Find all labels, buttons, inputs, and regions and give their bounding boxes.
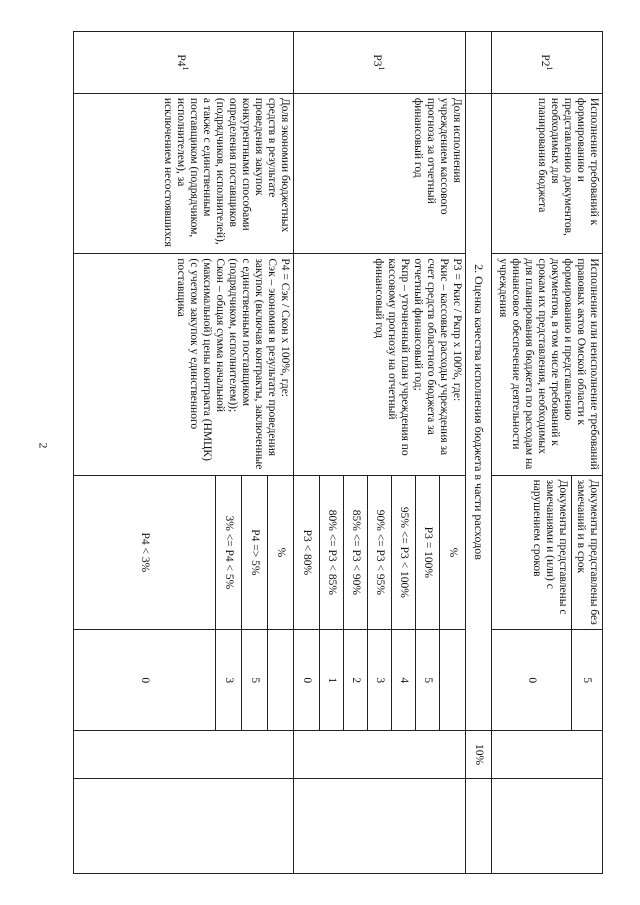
criterion-score: 5 bbox=[242, 630, 268, 731]
criterion-score: 1 bbox=[320, 630, 344, 731]
score-empty-cell bbox=[268, 630, 294, 731]
criterion-text: 85% <= Р3 < 90% bbox=[344, 475, 368, 630]
criterion-text: 80% <= Р3 < 85% bbox=[320, 475, 344, 630]
criterion-text: Р4 => 5% bbox=[242, 475, 268, 630]
table-row bbox=[440, 32, 466, 874]
criterion-score: 0 bbox=[294, 630, 320, 731]
criterion-text: Документы представлены с замечаниями и (или) с нарушением сроков bbox=[492, 475, 572, 630]
indicator-code: $Р3^1$ bbox=[294, 32, 466, 94]
criterion-text: 95% <= Р3 < 100% bbox=[392, 475, 416, 630]
indicator-name: Исполнение требований к формированию и представлению документов, необходимых для планирования бюджета bbox=[492, 93, 603, 254]
table-row bbox=[572, 32, 603, 874]
indicator-formula bbox=[294, 254, 466, 475]
criterion-text: Р4 < 3% bbox=[74, 475, 216, 630]
criterion-score: 0 bbox=[74, 630, 216, 731]
weight-cell bbox=[294, 731, 466, 779]
criterion-score: 2 bbox=[344, 630, 368, 731]
weight-cell bbox=[74, 731, 294, 779]
extra-cell bbox=[492, 778, 603, 873]
indicator-formula bbox=[74, 254, 294, 475]
unit-cell: % bbox=[440, 475, 466, 630]
formula-line: Скон – общая сумма начальной (максимальной) цены контракта (НМЦК) (с учетом закупок у единственного поставщика bbox=[175, 258, 226, 461]
indicator-name: Доля исполнения учреждением кассового прогноза за отчетный финансовый год bbox=[294, 93, 466, 254]
formula-line: Р4 = Сэк / Скон х 100%, где: bbox=[279, 258, 291, 397]
indicator-name: Доля экономии бюджетных средств в результате проведения закупок конкурентными способами определения поставщиков (подрядчиков, исполнителей), а также с единственным поставщиком (подрядчиком, исполнителем), за исключением несостоявшихся bbox=[74, 93, 294, 254]
extra-cell bbox=[294, 778, 466, 873]
criterion-text: Р3 < 80% bbox=[294, 475, 320, 630]
table-row bbox=[268, 32, 294, 874]
criterion-score: 0 bbox=[492, 630, 572, 731]
score-empty-cell bbox=[440, 630, 466, 731]
section-weight: 10% bbox=[466, 731, 492, 779]
indicator-code: $Р4^1$ bbox=[74, 32, 294, 94]
formula-line: Сэк – экономия в результате проведения закупок (включая контракты, заключенные с единственным поставщиком (подрядчиком, исполнителем)); bbox=[227, 258, 278, 470]
section-title: 2. Оценка качества исполнения бюджета в части расходов bbox=[466, 93, 492, 730]
criterion-score: 3 bbox=[368, 630, 392, 731]
rotated-table-page bbox=[73, 31, 603, 874]
evaluation-table bbox=[73, 31, 603, 874]
section-extra-cell bbox=[466, 778, 492, 873]
page-number: 2 bbox=[36, 442, 51, 449]
section-row bbox=[466, 32, 492, 874]
weight-cell bbox=[492, 731, 603, 779]
criterion-text: Документы представлены без замечаний и в срок bbox=[572, 475, 603, 630]
criterion-text: Р3 = 100% bbox=[416, 475, 440, 630]
formula-line: Р3 = Ркис / Ркпр х 100%, где: bbox=[451, 258, 463, 402]
section-empty-cell bbox=[466, 32, 492, 94]
extra-cell bbox=[74, 778, 294, 873]
criterion-score: 4 bbox=[392, 630, 416, 731]
criterion-text: 3% <= Р4 < 5% bbox=[216, 475, 242, 630]
criterion-score: 3 bbox=[216, 630, 242, 731]
formula-line: Ркис – кассовые расходы учреждения за счет средств областного бюджета за отчетный финансовый год; bbox=[412, 258, 450, 456]
unit-cell: % bbox=[268, 475, 294, 630]
indicator-formula: Исполнение или неисполнение требований правовых актов Омской области к формированию и представлению документов, в том числе требований к срокам их представления, необходимых для планирования бюджета по расходам на финансовое обеспечение деятельности учреждения bbox=[492, 254, 603, 475]
criterion-score: 5 bbox=[416, 630, 440, 731]
criterion-score: 5 bbox=[572, 630, 603, 731]
formula-line: Ркпр – уточненный план учреждения по кассовому прогнозу на отчетный финансовый год bbox=[373, 258, 411, 456]
indicator-code: $Р2^1$ bbox=[492, 32, 603, 94]
criterion-text: 90% <= Р3 < 95% bbox=[368, 475, 392, 630]
